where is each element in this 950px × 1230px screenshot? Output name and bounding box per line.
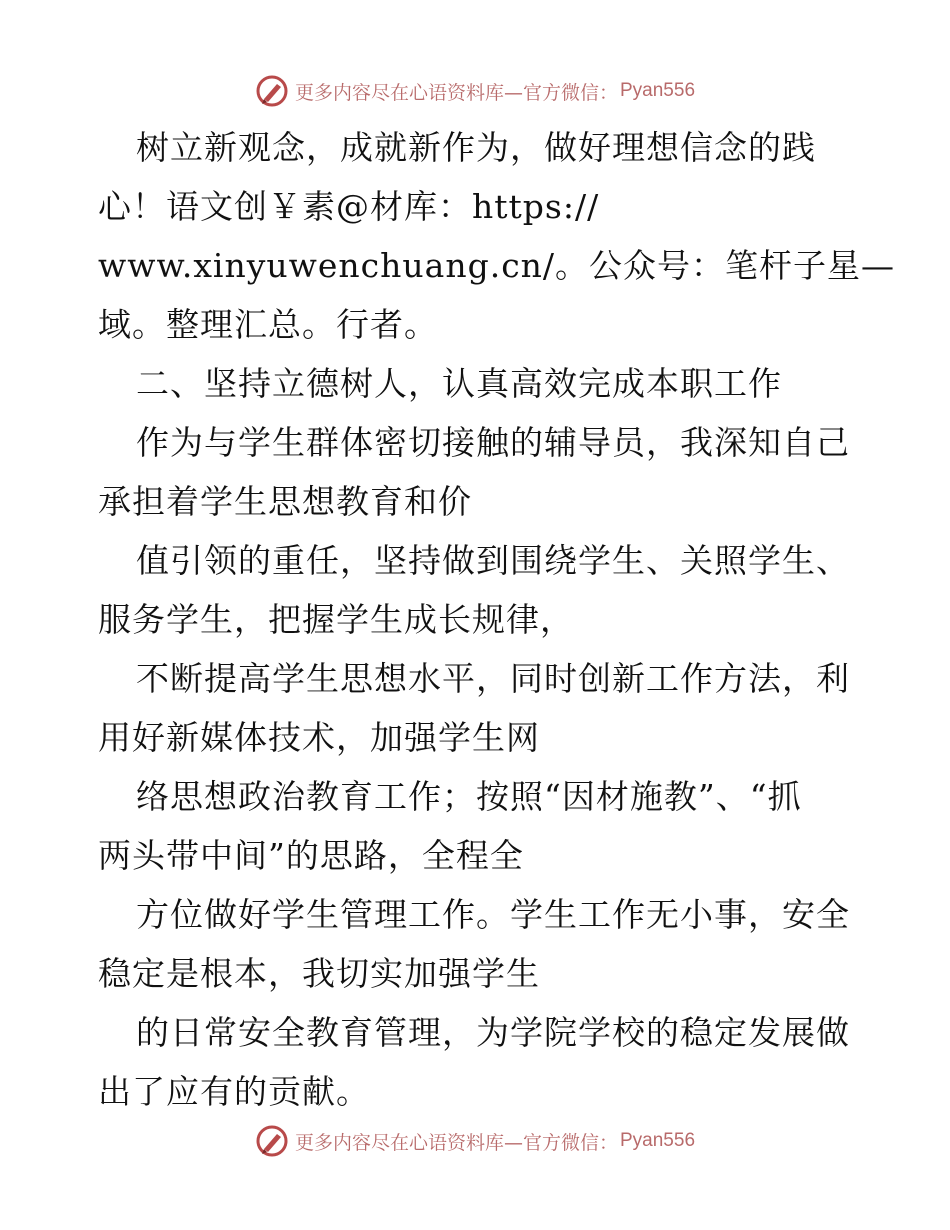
watermark-handle: Pyan556 [620,80,696,101]
paragraph-line: 不断提高学生思想水平，同时创新工作方法，利 [136,659,850,698]
paragraph-line: 的日常安全教育管理，为学院学校的稳定发展做 [136,1013,850,1052]
watermark-handle: Pyan556 [620,1130,696,1151]
paragraph-line: 树立新观念，成就新作为，做好理想信念的践 [136,128,816,167]
paragraph-line: 承担着学生思想教育和价 [98,482,472,521]
paragraph-line: 服务学生，把握学生成长规律， [98,600,574,639]
paragraph-line: 用好新媒体技术，加强学生网 [98,718,540,757]
paragraph-line: 方位做好学生管理工作。学生工作无小事，安全 [136,895,850,934]
header-watermark [0,74,950,108]
document-body [98,118,896,1121]
footer-watermark [0,1124,950,1158]
paragraph-line: 出了应有的贡献。 [98,1072,370,1111]
paragraph-line: www.xinyuwenchuang.cn/。公众号：笔杆子星— [98,246,896,285]
section-heading: 二、坚持立德树人，认真高效完成本职工作 [136,364,782,403]
paragraph-line: 心！语文创￥素@材库：https:// [98,187,600,226]
paragraph-line: 两头带中间”的思路，全程全 [98,836,524,875]
paragraph-line: 作为与学生群体密切接触的辅导员，我深知自己 [136,423,850,462]
paragraph-line: 值引领的重任，坚持做到围绕学生、关照学生、 [136,541,850,580]
paragraph-line: 络思想政治教育工作；按照“因材施教”、“抓 [136,777,802,816]
pen-logo-icon [255,1124,289,1158]
watermark-text: 更多内容尽在心语资料库—官方微信： [294,1131,618,1154]
paragraph-line: 稳定是根本，我切实加强学生 [98,954,540,993]
pen-logo-icon [255,74,289,108]
watermark-text: 更多内容尽在心语资料库—官方微信： [294,81,618,104]
paragraph-line: 域。整理汇总。行者。 [98,305,438,344]
